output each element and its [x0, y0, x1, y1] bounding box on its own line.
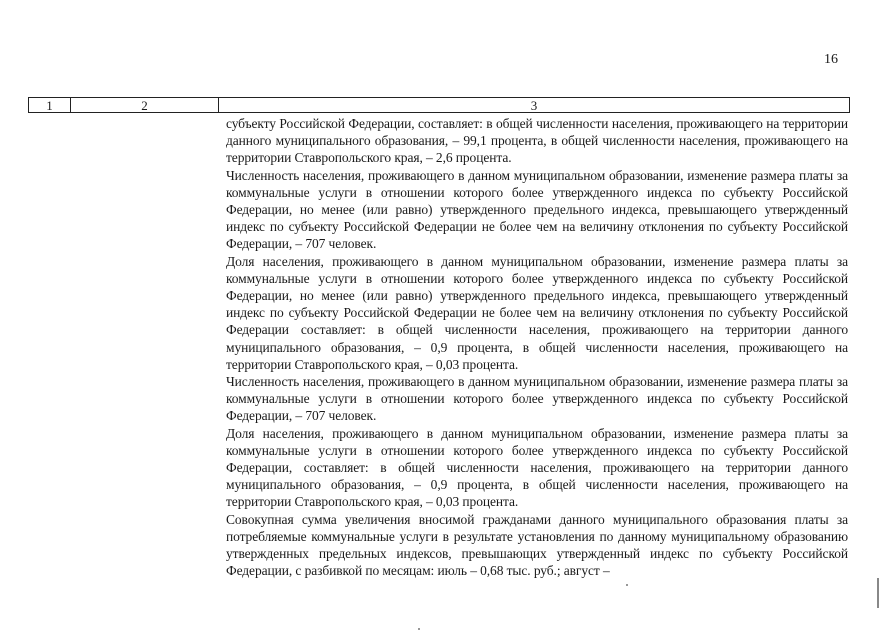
paragraph: Доля населения, проживающего в данном муниципальном образовании, изменение размера платы за коммунальные услуги в отношении которого более утвержденного индекса по субъекту Российской Федерации, составляет: в общей численности населения, проживающего на территории данного муниципального образования, – 0,9 процента, в общей численности населения, проживающего на территории Ставропольского края, – 0,03 процента.	[226, 425, 848, 510]
paragraph: Совокупная сумма увеличения вносимой гражданами данного муниципального образования платы за потребляемые коммунальные услуги в результате установления по данному муниципальному образованию утвержденных предельных индексов, превышающих утвержденный индекс по субъекту Российской Федерации, с разбивкой по месяцам: июль – 0,68 тыс. руб.; август –	[226, 511, 848, 579]
page-number: 16	[824, 52, 838, 67]
paragraph: Доля населения, проживающего в данном муниципальном образовании, изменение размера платы за коммунальные услуги в отношении которого более утвержденного индекса по субъекту Российской Федерации, но менее (или равно) утвержденного предельного индекса, превышающего утвержденный индекс по субъекту Российской Федерации не более чем на величину отклонения по субъекту Российской Федерации составляет: в общей численности населения, проживающего на территории данного муниципального образования, – 0,9 процента, в общей численности населения, проживающего на территории Ставропольского края, – 0,03 процента.	[226, 253, 848, 372]
scan-speck	[626, 584, 628, 586]
column-2-header: 2	[71, 98, 219, 112]
column-1-header: 1	[29, 98, 71, 112]
scan-speck	[418, 628, 420, 630]
table-column-header	[28, 97, 850, 113]
scan-edge-mark	[877, 578, 879, 608]
document-body	[226, 115, 848, 579]
column-3-header: 3	[530, 97, 538, 113]
paragraph: Численность населения, проживающего в данном муниципальном образовании, изменение размера платы за коммунальные услуги в отношении которого более утвержденного индекса по субъекту Российской Федерации, но менее (или равно) утвержденного предельного индекса, превышающего утвержденный индекс по субъекту Российской Федерации не более чем на величину отклонения по субъекту Российской Федерации, – 707 человек.	[226, 167, 848, 252]
paragraph: субъекту Российской Федерации, составляет: в общей численности населения, проживающего на территории данного муниципального образования, – 99,1 процента, в общей численности населения, проживающего на территории Ставропольского края, – 2,6 процента.	[226, 116, 848, 166]
paragraph: Численность населения, проживающего в данном муниципальном образовании, изменение размера платы за коммунальные услуги в отношении которого более утвержденного индекса по субъекту Российской Федерации, – 707 человек.	[226, 374, 848, 424]
